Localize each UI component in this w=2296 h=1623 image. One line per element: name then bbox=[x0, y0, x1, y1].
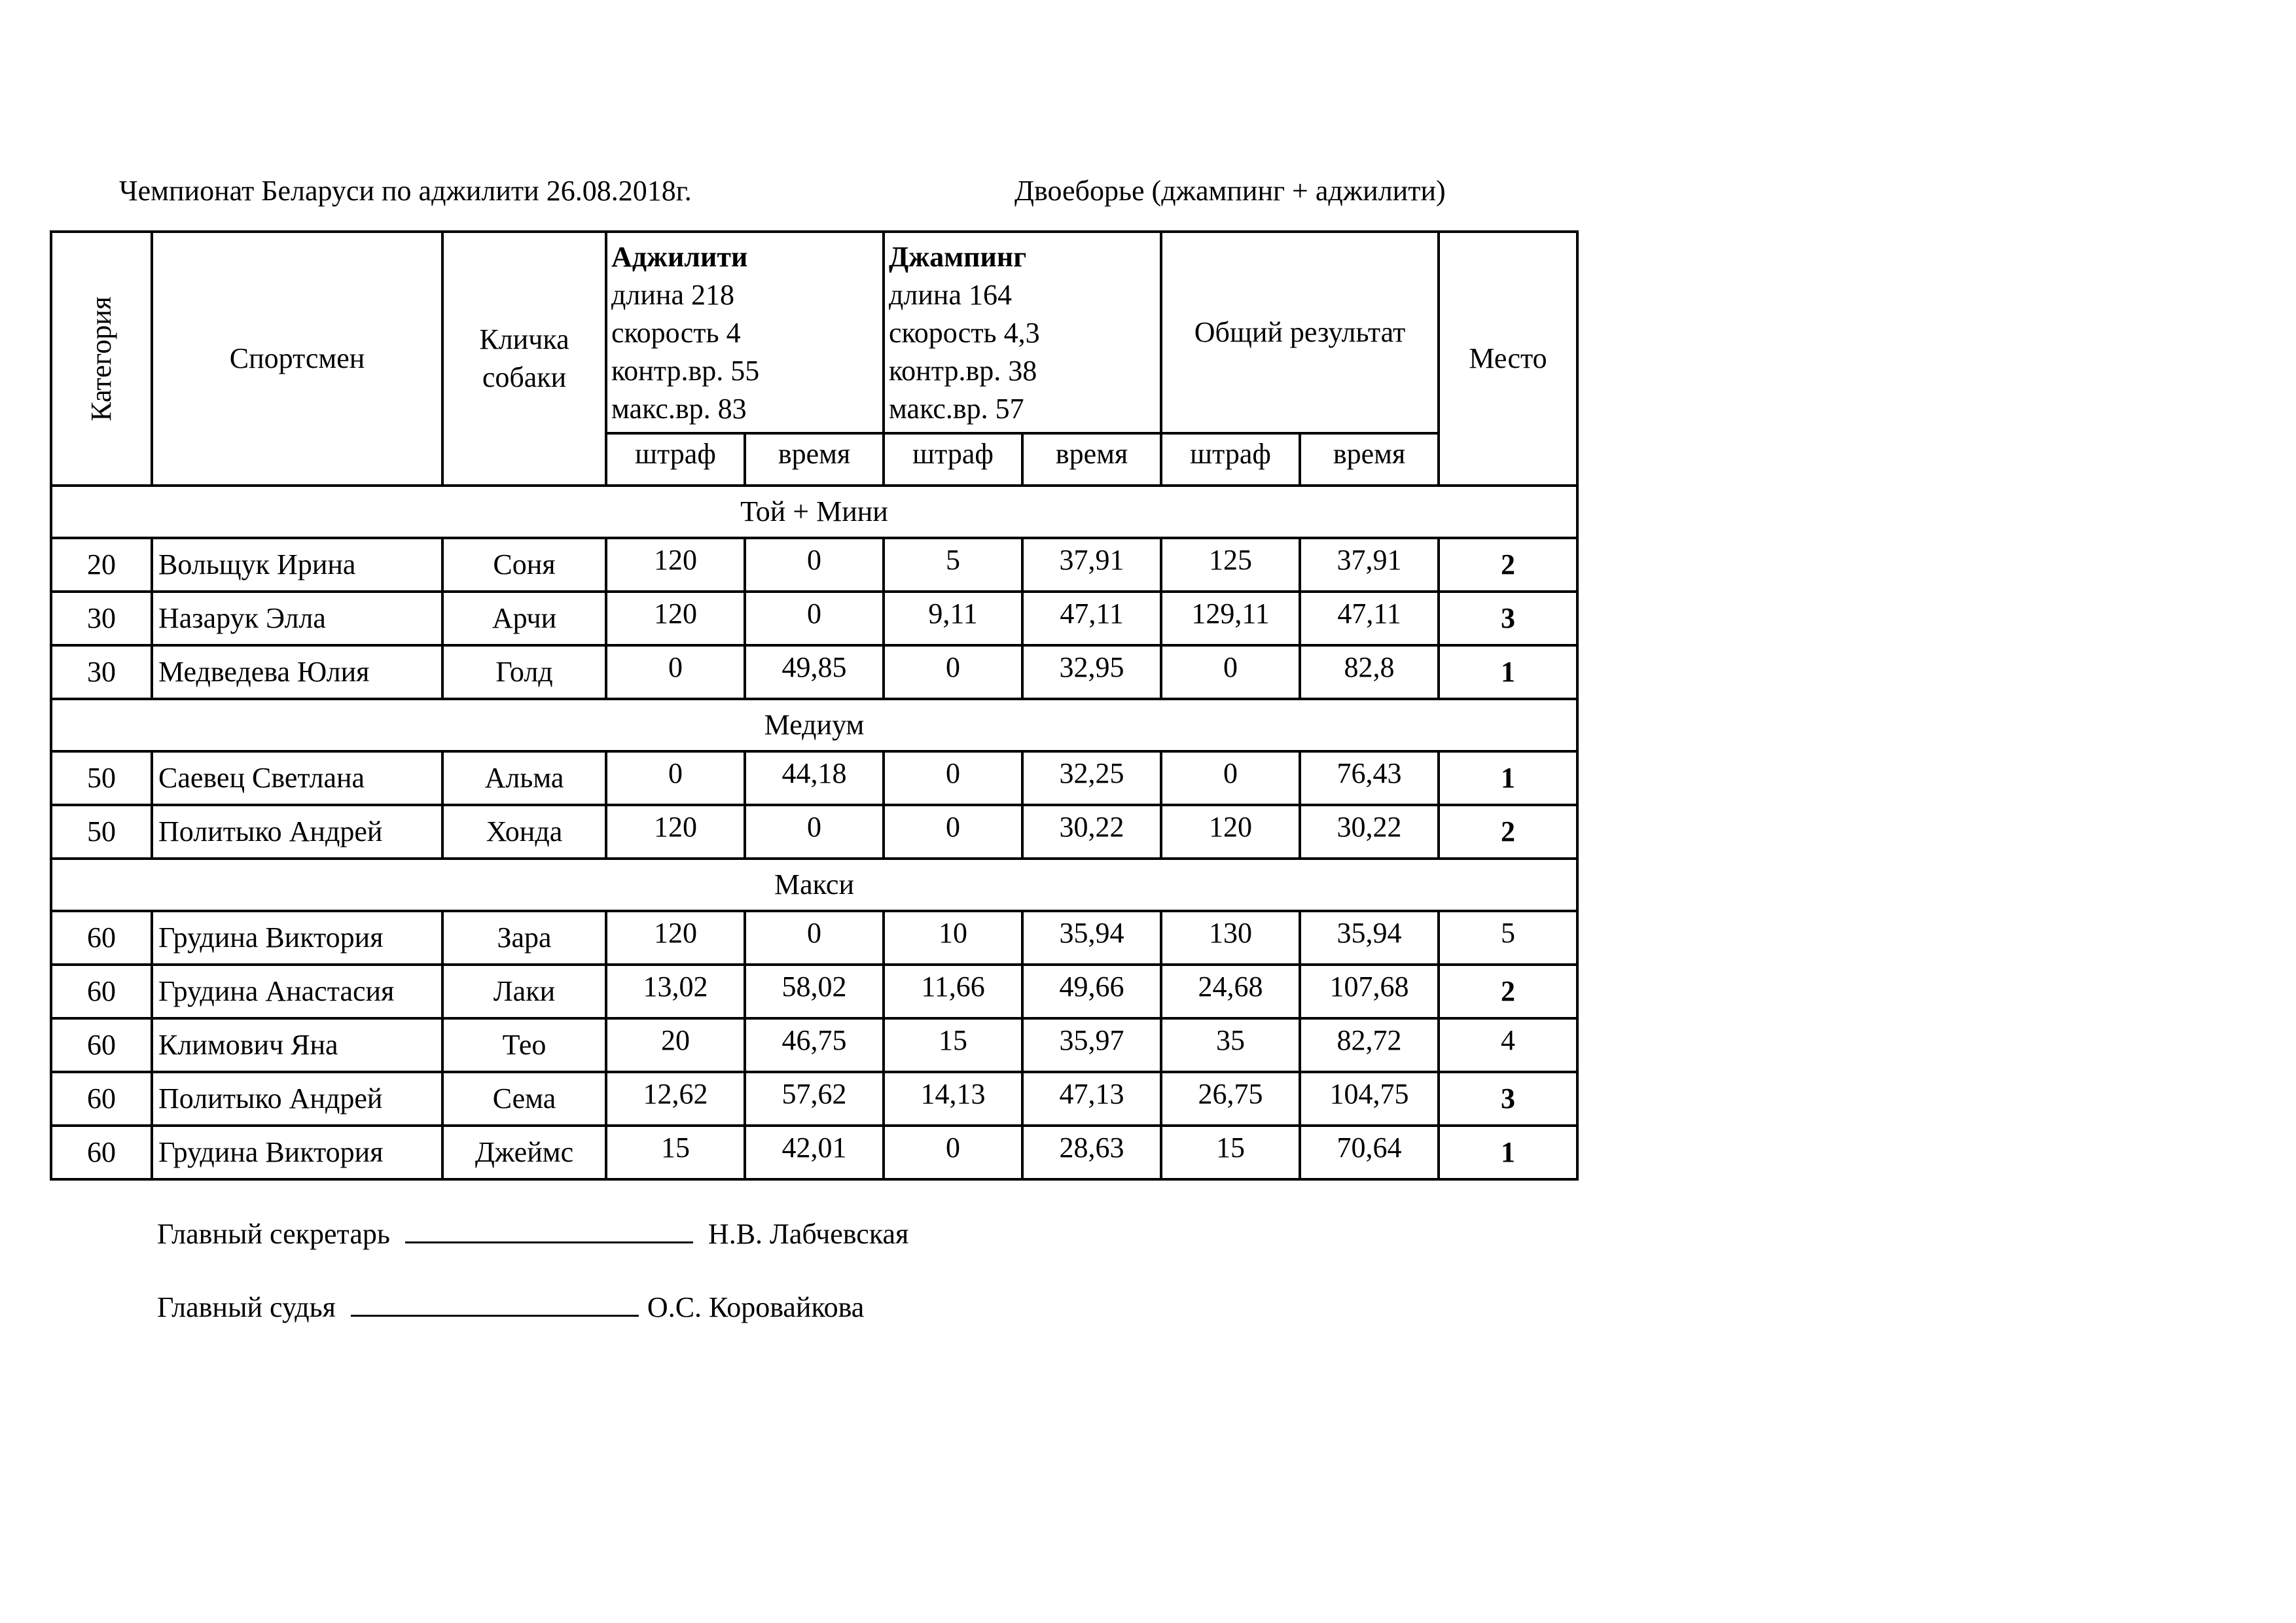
agility-time-cell: 0 bbox=[745, 805, 884, 859]
total-penalty-cell: 0 bbox=[1161, 645, 1300, 699]
jumping-time-cell: 47,13 bbox=[1022, 1072, 1161, 1126]
table-row bbox=[51, 1018, 1577, 1072]
total-time-cell: 107,68 bbox=[1300, 965, 1439, 1018]
agility-control-time: контр.вр. 55 bbox=[611, 355, 760, 387]
agility-time-cell: 58,02 bbox=[745, 965, 884, 1018]
jumping-penalty-cell: 10 bbox=[884, 911, 1022, 965]
agility-penalty-cell: 15 bbox=[606, 1126, 745, 1179]
total-penalty-cell: 130 bbox=[1161, 911, 1300, 965]
category-cell: 60 bbox=[51, 1126, 152, 1179]
secretary-signature bbox=[157, 1215, 908, 1254]
group-label: Макси bbox=[51, 859, 1577, 911]
dog-cell: Лаки bbox=[442, 965, 606, 1018]
jumping-penalty-cell: 0 bbox=[884, 805, 1022, 859]
dog-cell: Сема bbox=[442, 1072, 606, 1126]
agility-time-cell: 0 bbox=[745, 538, 884, 592]
athlete-cell: Грудина Виктория bbox=[152, 1126, 442, 1179]
jumping-penalty-cell: 0 bbox=[884, 645, 1022, 699]
jumping-time-cell: 30,22 bbox=[1022, 805, 1161, 859]
total-time-cell: 82,8 bbox=[1300, 645, 1439, 699]
table-row bbox=[51, 592, 1577, 645]
agility-penalty-cell: 12,62 bbox=[606, 1072, 745, 1126]
jumping-length: длина 164 bbox=[889, 279, 1012, 311]
table-row bbox=[51, 1072, 1577, 1126]
dog-header-label: Кличка собаки bbox=[479, 323, 569, 393]
agility-speed: скорость 4 bbox=[611, 317, 741, 349]
total-penalty-cell: 26,75 bbox=[1161, 1072, 1300, 1126]
category-cell: 30 bbox=[51, 645, 152, 699]
table-row bbox=[51, 1126, 1577, 1179]
dog-cell: Альма bbox=[442, 751, 606, 805]
agility-header bbox=[606, 232, 884, 433]
dog-cell: Голд bbox=[442, 645, 606, 699]
category-cell: 50 bbox=[51, 751, 152, 805]
table-row bbox=[51, 805, 1577, 859]
athlete-cell: Назарук Элла bbox=[152, 592, 442, 645]
athlete-header: Спортсмен bbox=[152, 232, 442, 486]
total-penalty-cell: 15 bbox=[1161, 1126, 1300, 1179]
jumping-header bbox=[884, 232, 1161, 433]
athlete-cell: Саевец Светлана bbox=[152, 751, 442, 805]
agility-penalty-cell: 120 bbox=[606, 538, 745, 592]
place-cell: 2 bbox=[1439, 805, 1577, 859]
agility-penalty-cell: 120 bbox=[606, 911, 745, 965]
document-title: Чемпионат Беларуси по аджилити 26.08.2018г. bbox=[119, 175, 692, 207]
agility-time-cell: 57,62 bbox=[745, 1072, 884, 1126]
total-time-cell: 35,94 bbox=[1300, 911, 1439, 965]
total-penalty-cell: 0 bbox=[1161, 751, 1300, 805]
agility-time-header: время bbox=[745, 433, 884, 486]
agility-title: Аджилити bbox=[611, 241, 748, 273]
place-cell: 3 bbox=[1439, 592, 1577, 645]
dog-cell: Соня bbox=[442, 538, 606, 592]
category-header-label: Категория bbox=[85, 296, 117, 421]
dog-header bbox=[442, 232, 606, 486]
dog-cell: Арчи bbox=[442, 592, 606, 645]
category-cell: 60 bbox=[51, 1018, 152, 1072]
secretary-label: Главный секретарь bbox=[157, 1218, 390, 1250]
secretary-signature-line bbox=[405, 1215, 693, 1243]
group-label: Медиум bbox=[51, 699, 1577, 751]
total-time-cell: 70,64 bbox=[1300, 1126, 1439, 1179]
event-type: Двоеборье (джампинг + аджилити) bbox=[1014, 175, 1446, 207]
category-cell: 60 bbox=[51, 1072, 152, 1126]
agility-length: длина 218 bbox=[611, 279, 734, 311]
total-header: Общий результат bbox=[1161, 232, 1439, 433]
table-row bbox=[51, 645, 1577, 699]
group-row bbox=[51, 859, 1577, 911]
dog-cell: Зара bbox=[442, 911, 606, 965]
category-cell: 60 bbox=[51, 911, 152, 965]
category-header bbox=[51, 232, 152, 486]
dog-cell: Джеймс bbox=[442, 1126, 606, 1179]
place-cell: 4 bbox=[1439, 1018, 1577, 1072]
total-penalty-cell: 24,68 bbox=[1161, 965, 1300, 1018]
results-table bbox=[50, 230, 1579, 1181]
category-cell: 50 bbox=[51, 805, 152, 859]
agility-penalty-cell: 120 bbox=[606, 592, 745, 645]
jumping-penalty-cell: 15 bbox=[884, 1018, 1022, 1072]
total-penalty-cell: 129,11 bbox=[1161, 592, 1300, 645]
athlete-cell: Медведева Юлия bbox=[152, 645, 442, 699]
jumping-time-cell: 47,11 bbox=[1022, 592, 1161, 645]
category-cell: 60 bbox=[51, 965, 152, 1018]
agility-max-time: макс.вр. 83 bbox=[611, 393, 747, 425]
jumping-penalty-cell: 14,13 bbox=[884, 1072, 1022, 1126]
group-label: Той + Мини bbox=[51, 486, 1577, 538]
total-penalty-cell: 125 bbox=[1161, 538, 1300, 592]
athlete-cell: Политыко Андрей bbox=[152, 1072, 442, 1126]
agility-time-cell: 0 bbox=[745, 592, 884, 645]
place-header: Место bbox=[1439, 232, 1577, 486]
group-row bbox=[51, 699, 1577, 751]
jumping-speed: скорость 4,3 bbox=[889, 317, 1040, 349]
category-cell: 20 bbox=[51, 538, 152, 592]
dog-cell: Тео bbox=[442, 1018, 606, 1072]
judge-signature-line bbox=[351, 1289, 639, 1317]
place-cell: 1 bbox=[1439, 645, 1577, 699]
jumping-penalty-header: штраф bbox=[884, 433, 1022, 486]
agility-time-cell: 46,75 bbox=[745, 1018, 884, 1072]
total-penalty-cell: 35 bbox=[1161, 1018, 1300, 1072]
agility-penalty-cell: 120 bbox=[606, 805, 745, 859]
agility-penalty-cell: 0 bbox=[606, 645, 745, 699]
judge-signature bbox=[157, 1288, 864, 1327]
category-cell: 30 bbox=[51, 592, 152, 645]
athlete-cell: Грудина Анастасия bbox=[152, 965, 442, 1018]
athlete-cell: Климович Яна bbox=[152, 1018, 442, 1072]
group-row bbox=[51, 486, 1577, 538]
agility-penalty-cell: 0 bbox=[606, 751, 745, 805]
agility-time-cell: 42,01 bbox=[745, 1126, 884, 1179]
total-time-cell: 30,22 bbox=[1300, 805, 1439, 859]
place-cell: 2 bbox=[1439, 538, 1577, 592]
table-row bbox=[51, 911, 1577, 965]
athlete-cell: Вольщук Ирина bbox=[152, 538, 442, 592]
agility-time-cell: 44,18 bbox=[745, 751, 884, 805]
jumping-penalty-cell: 11,66 bbox=[884, 965, 1022, 1018]
jumping-max-time: макс.вр. 57 bbox=[889, 393, 1024, 425]
dog-cell: Хонда bbox=[442, 805, 606, 859]
table-row bbox=[51, 751, 1577, 805]
total-time-header: время bbox=[1300, 433, 1439, 486]
judge-name: О.С. Коровайкова bbox=[647, 1291, 865, 1323]
total-time-cell: 47,11 bbox=[1300, 592, 1439, 645]
jumping-title: Джампинг bbox=[889, 241, 1027, 273]
jumping-time-cell: 37,91 bbox=[1022, 538, 1161, 592]
total-time-cell: 104,75 bbox=[1300, 1072, 1439, 1126]
agility-penalty-header: штраф bbox=[606, 433, 745, 486]
jumping-time-cell: 28,63 bbox=[1022, 1126, 1161, 1179]
jumping-time-cell: 32,95 bbox=[1022, 645, 1161, 699]
table-row bbox=[51, 965, 1577, 1018]
jumping-penalty-cell: 5 bbox=[884, 538, 1022, 592]
jumping-time-cell: 35,94 bbox=[1022, 911, 1161, 965]
place-cell: 1 bbox=[1439, 751, 1577, 805]
jumping-time-cell: 35,97 bbox=[1022, 1018, 1161, 1072]
judge-label: Главный судья bbox=[157, 1291, 336, 1323]
agility-penalty-cell: 13,02 bbox=[606, 965, 745, 1018]
total-penalty-header: штраф bbox=[1161, 433, 1300, 486]
total-time-cell: 76,43 bbox=[1300, 751, 1439, 805]
agility-penalty-cell: 20 bbox=[606, 1018, 745, 1072]
jumping-control-time: контр.вр. 38 bbox=[889, 355, 1037, 387]
jumping-time-header: время bbox=[1022, 433, 1161, 486]
place-cell: 2 bbox=[1439, 965, 1577, 1018]
place-cell: 3 bbox=[1439, 1072, 1577, 1126]
total-penalty-cell: 120 bbox=[1161, 805, 1300, 859]
jumping-time-cell: 49,66 bbox=[1022, 965, 1161, 1018]
place-cell: 5 bbox=[1439, 911, 1577, 965]
agility-time-cell: 0 bbox=[745, 911, 884, 965]
athlete-cell: Грудина Виктория bbox=[152, 911, 442, 965]
total-time-cell: 37,91 bbox=[1300, 538, 1439, 592]
jumping-time-cell: 32,25 bbox=[1022, 751, 1161, 805]
athlete-cell: Политыко Андрей bbox=[152, 805, 442, 859]
table-row bbox=[51, 538, 1577, 592]
jumping-penalty-cell: 0 bbox=[884, 751, 1022, 805]
place-cell: 1 bbox=[1439, 1126, 1577, 1179]
secretary-name: Н.В. Лабчевская bbox=[708, 1218, 909, 1250]
agility-time-cell: 49,85 bbox=[745, 645, 884, 699]
jumping-penalty-cell: 0 bbox=[884, 1126, 1022, 1179]
total-time-cell: 82,72 bbox=[1300, 1018, 1439, 1072]
jumping-penalty-cell: 9,11 bbox=[884, 592, 1022, 645]
